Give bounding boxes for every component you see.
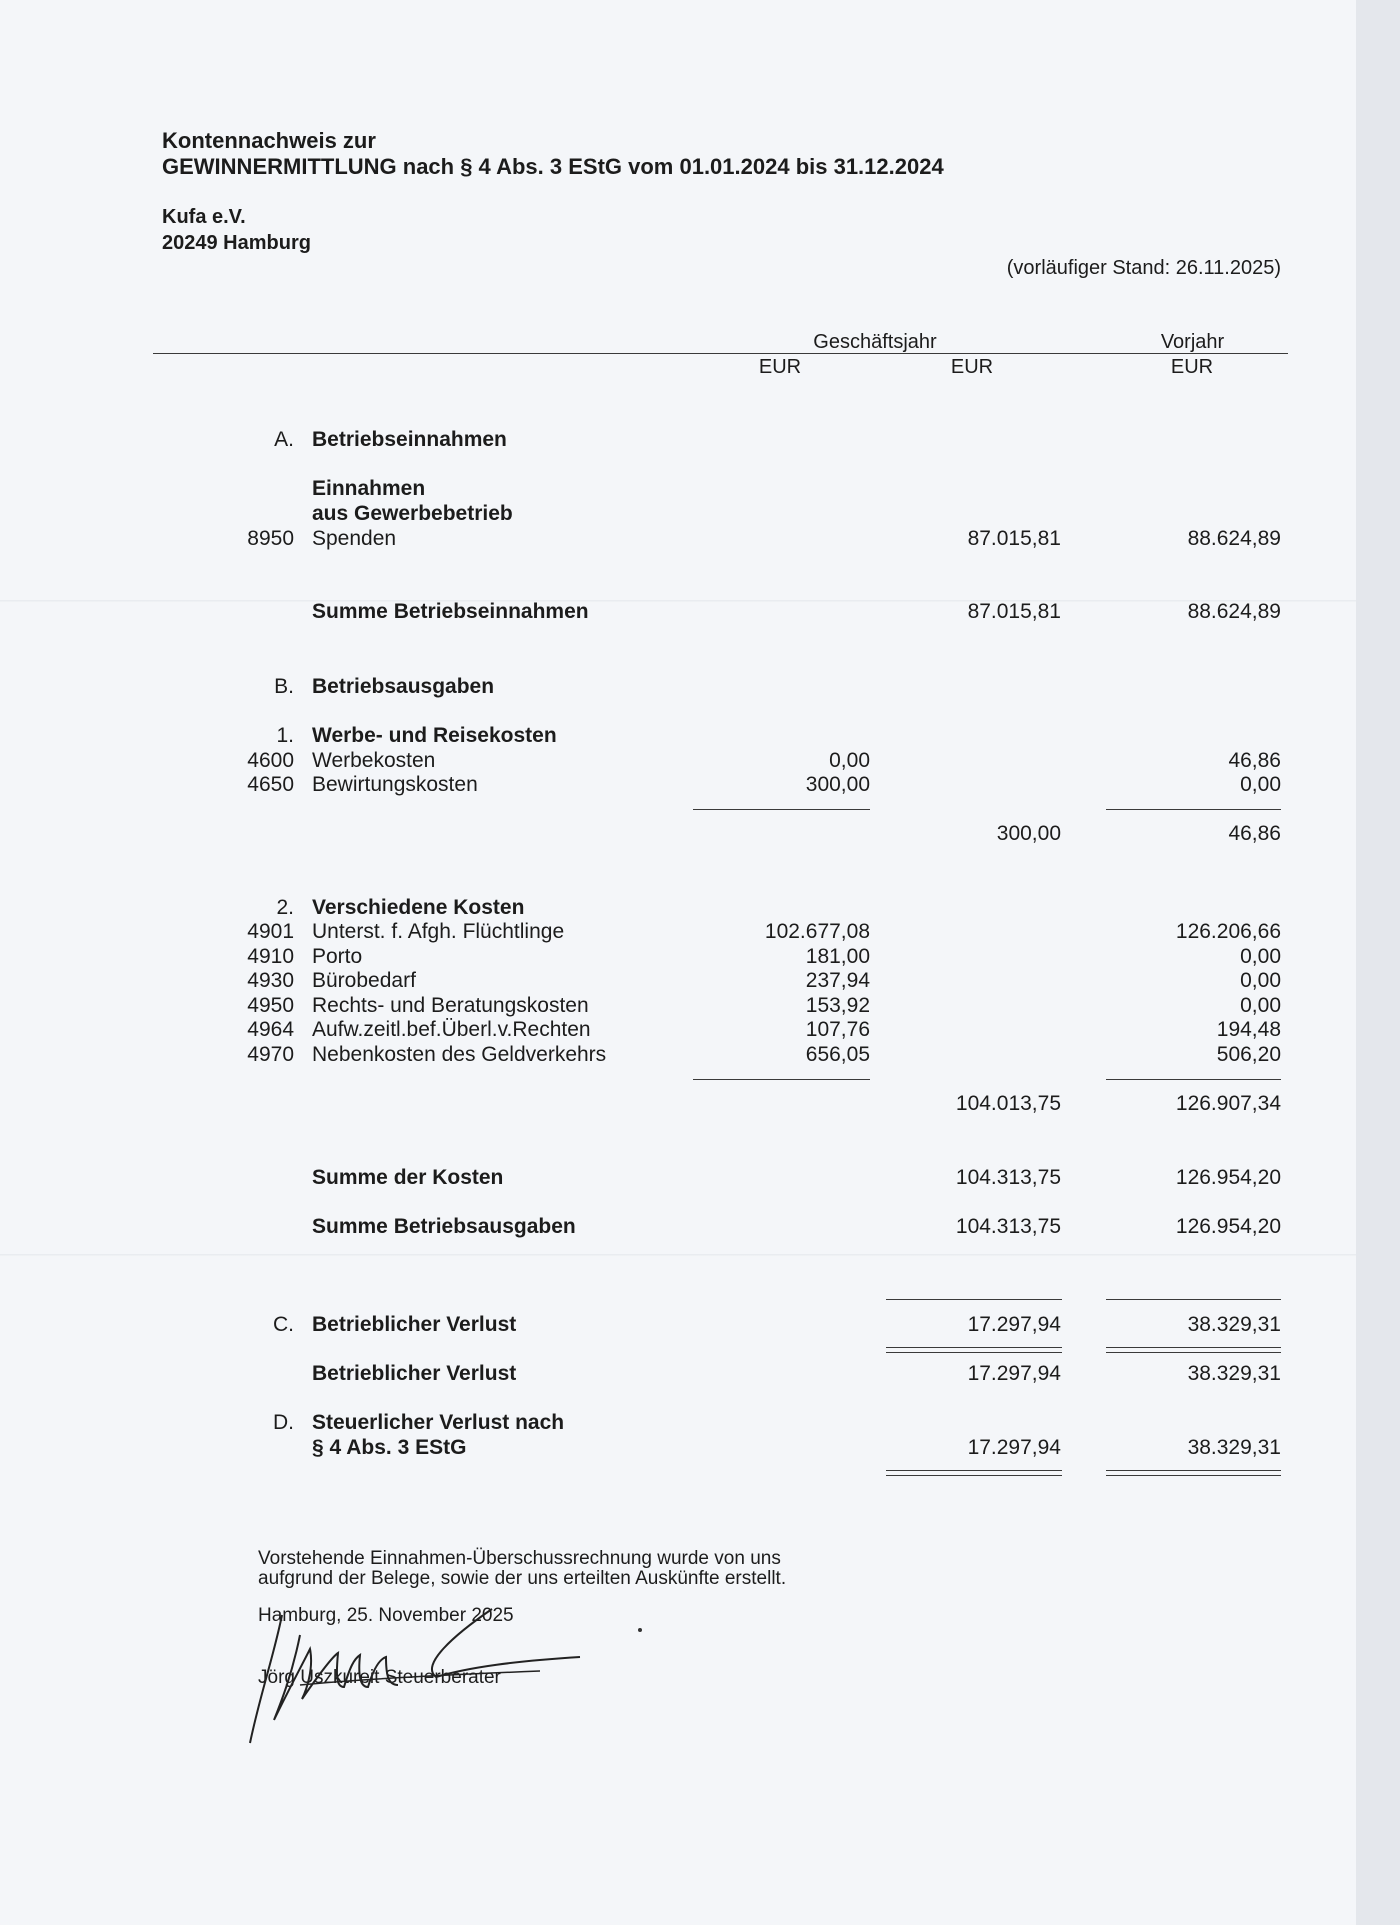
section-c-repeat-prior: 38.329,31 bbox=[1187, 1362, 1281, 1385]
account-number: 4910 bbox=[247, 945, 294, 968]
account-prior: 0,00 bbox=[1240, 945, 1281, 968]
account-number: 4950 bbox=[247, 994, 294, 1017]
sum-expenses-prior: 126.954,20 bbox=[1175, 1215, 1281, 1238]
group2-number: 2. bbox=[276, 896, 294, 919]
section-b-letter: B. bbox=[274, 675, 294, 698]
account-number: 4964 bbox=[247, 1018, 294, 1041]
account-prior: 194,48 bbox=[1216, 1018, 1281, 1041]
account-total: 87.015,81 bbox=[967, 527, 1061, 550]
group2-title: Verschiedene Kosten bbox=[312, 896, 525, 919]
section-b-title: Betriebsausgaben bbox=[312, 675, 495, 698]
account-number: 4930 bbox=[247, 969, 294, 992]
account-label: Bewirtungskosten bbox=[312, 773, 478, 796]
section-a-sub1: Einnahmen bbox=[312, 477, 426, 500]
section-d-prior: 38.329,31 bbox=[1187, 1436, 1281, 1459]
group1-number: 1. bbox=[276, 724, 294, 747]
account-number: 4970 bbox=[247, 1043, 294, 1066]
account-label: Spenden bbox=[312, 527, 397, 550]
section-a-letter: A. bbox=[274, 428, 294, 451]
account-number: 4901 bbox=[247, 920, 294, 943]
footer-line2: aufgrund der Belege, sowie der uns erteilten Auskünfte erstellt. bbox=[258, 1568, 787, 1589]
section-c-repeat-value: 17.297,94 bbox=[967, 1362, 1061, 1385]
account-prior: 0,00 bbox=[1240, 773, 1281, 796]
sum-expenses-value: 104.313,75 bbox=[955, 1215, 1061, 1238]
section-a-title: Betriebseinnahmen bbox=[312, 428, 507, 451]
account-label: Unterst. f. Afgh. Flüchtlinge bbox=[312, 920, 565, 943]
scan-background-edge bbox=[1356, 0, 1400, 1925]
group2-subtotal-prior: 126.907,34 bbox=[1175, 1092, 1281, 1115]
subtotal-rule bbox=[1106, 809, 1281, 810]
double-underline bbox=[1106, 1347, 1281, 1353]
col-unit-3: EUR bbox=[1170, 356, 1214, 378]
total-rule bbox=[886, 1299, 1062, 1300]
account-value: 181,00 bbox=[805, 945, 870, 968]
account-label: Porto bbox=[312, 945, 363, 968]
double-underline bbox=[886, 1347, 1062, 1353]
account-value: 300,00 bbox=[805, 773, 870, 796]
sum-income-prior: 88.624,89 bbox=[1187, 600, 1281, 623]
group1-subtotal: 300,00 bbox=[996, 822, 1061, 845]
sum-costs-value: 104.313,75 bbox=[955, 1166, 1061, 1189]
account-value: 237,94 bbox=[805, 969, 870, 992]
section-a-sub2: aus Gewerbebetrieb bbox=[312, 502, 513, 525]
account-number: 4650 bbox=[247, 773, 294, 796]
group2-subtotal: 104.013,75 bbox=[955, 1092, 1061, 1115]
doc-title-line2: GEWINNERMITTLUNG nach § 4 Abs. 3 EStG vom 01.01.2024 bis 31.12.2024 bbox=[162, 154, 944, 179]
section-c-prior: 38.329,31 bbox=[1187, 1313, 1281, 1336]
account-label: Nebenkosten des Geldverkehrs bbox=[312, 1043, 607, 1066]
section-c-title: Betrieblicher Verlust bbox=[312, 1313, 517, 1336]
section-d-title2: § 4 Abs. 3 EStG bbox=[312, 1436, 467, 1459]
account-prior: 88.624,89 bbox=[1187, 527, 1281, 550]
sum-income-label: Summe Betriebseinnahmen bbox=[312, 600, 589, 623]
group1-subtotal-prior: 46,86 bbox=[1228, 822, 1281, 845]
account-value: 0,00 bbox=[829, 749, 870, 772]
section-c-value: 17.297,94 bbox=[967, 1313, 1061, 1336]
handwritten-signature bbox=[240, 1595, 600, 1755]
header-rule bbox=[153, 353, 1288, 354]
footer-line1: Vorstehende Einnahmen-Überschussrechnung wurde von uns bbox=[258, 1548, 781, 1569]
sum-costs-label: Summe der Kosten bbox=[312, 1166, 504, 1189]
col-unit-2: EUR bbox=[950, 356, 994, 378]
account-value: 107,76 bbox=[805, 1018, 870, 1041]
subtotal-rule bbox=[1106, 1079, 1281, 1080]
sum-income-value: 87.015,81 bbox=[967, 600, 1061, 623]
col-header-prior-year: Vorjahr bbox=[1160, 331, 1225, 353]
double-underline bbox=[1106, 1470, 1281, 1476]
section-c-repeat-label: Betrieblicher Verlust bbox=[312, 1362, 517, 1385]
subtotal-rule bbox=[693, 809, 870, 810]
account-value: 153,92 bbox=[805, 994, 870, 1017]
account-prior: 0,00 bbox=[1240, 994, 1281, 1017]
ink-dot bbox=[638, 1628, 642, 1632]
status-note: (vorläufiger Stand: 26.11.2025) bbox=[1006, 257, 1281, 279]
account-value: 102.677,08 bbox=[764, 920, 870, 943]
sum-costs-prior: 126.954,20 bbox=[1175, 1166, 1281, 1189]
signer-line: Jörg Uszkureit Steuerberater bbox=[258, 1667, 501, 1688]
account-label: Bürobedarf bbox=[312, 969, 416, 992]
account-value: 656,05 bbox=[805, 1043, 870, 1066]
double-underline bbox=[886, 1470, 1062, 1476]
account-prior: 0,00 bbox=[1240, 969, 1281, 992]
org-name: Kufa e.V. bbox=[162, 206, 246, 228]
place-date: Hamburg, 25. November 2025 bbox=[258, 1605, 514, 1626]
group1-title: Werbe- und Reisekosten bbox=[312, 724, 557, 747]
account-label: Rechts- und Beratungskosten bbox=[312, 994, 589, 1017]
account-prior: 506,20 bbox=[1216, 1043, 1281, 1066]
section-c-letter: C. bbox=[273, 1313, 294, 1336]
account-prior: 46,86 bbox=[1228, 749, 1281, 772]
account-label: Werbekosten bbox=[312, 749, 436, 772]
section-d-value: 17.297,94 bbox=[967, 1436, 1061, 1459]
org-city: 20249 Hamburg bbox=[162, 232, 311, 254]
sum-expenses-label: Summe Betriebsausgaben bbox=[312, 1215, 576, 1238]
section-d-letter: D. bbox=[273, 1411, 294, 1434]
account-number: 8950 bbox=[247, 527, 294, 550]
section-d-title1: Steuerlicher Verlust nach bbox=[312, 1411, 565, 1434]
account-prior: 126.206,66 bbox=[1175, 920, 1281, 943]
doc-title-line1: Kontennachweis zur bbox=[162, 128, 376, 153]
total-rule bbox=[1106, 1299, 1281, 1300]
account-label: Aufw.zeitl.bef.Überl.v.Rechten bbox=[312, 1018, 591, 1041]
col-header-current-year: Geschäftsjahr bbox=[813, 331, 937, 353]
paper-fold bbox=[0, 1254, 1356, 1257]
account-number: 4600 bbox=[247, 749, 294, 772]
col-unit-1: EUR bbox=[758, 356, 802, 378]
subtotal-rule bbox=[693, 1079, 870, 1080]
